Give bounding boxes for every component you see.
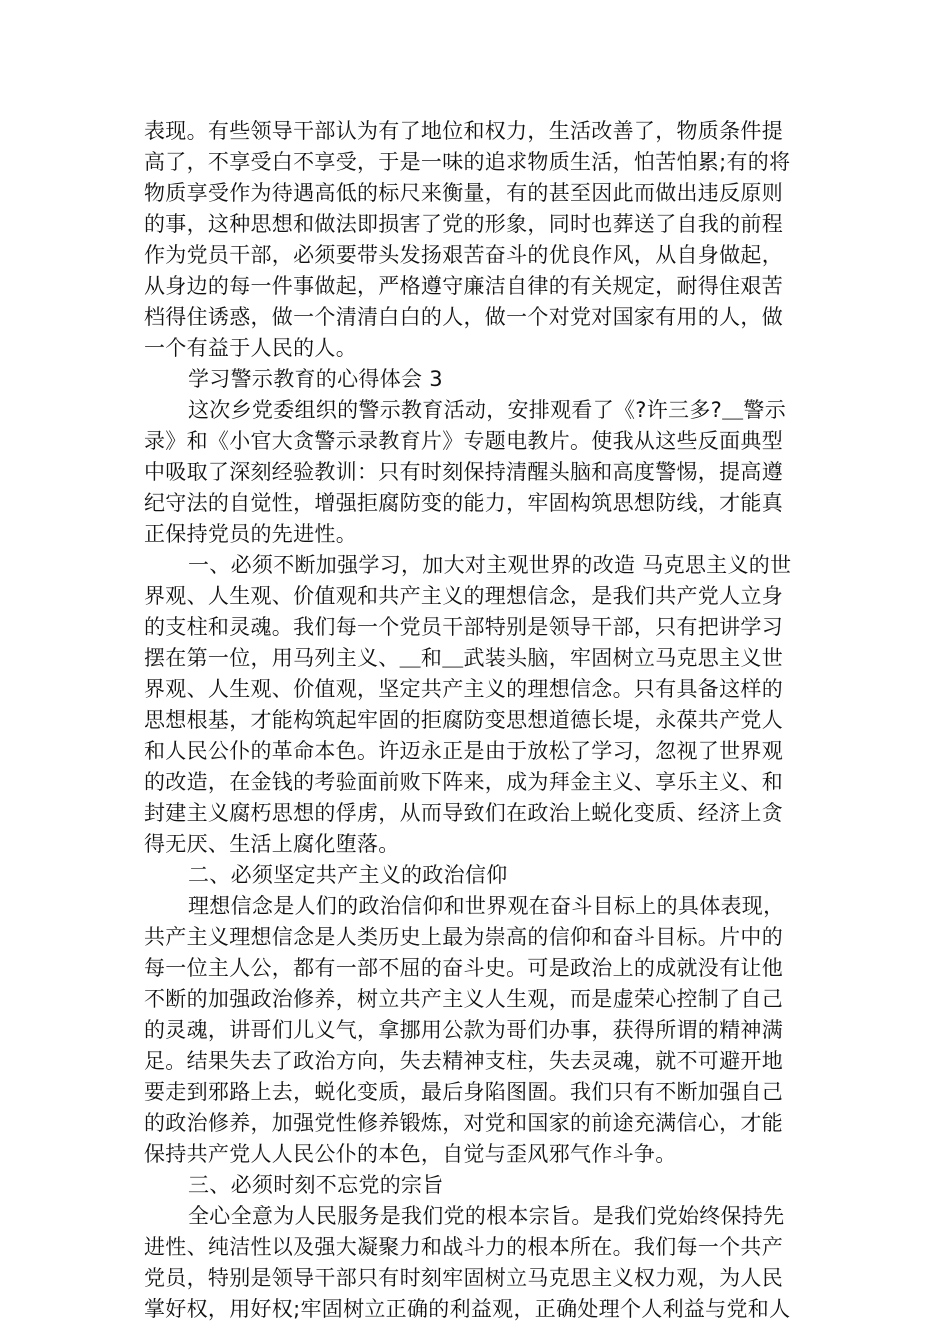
text-line: 党员，特别是领导干部只有时刻牢固树立马克思主义权力观，为人民 (144, 1266, 783, 1290)
text-line: 档得住诱惑，做一个清清白白的人，做一个对党对国家有用的人，做 (144, 305, 783, 329)
text-line: 每一位主人公，都有一部不屈的奋斗史。可是政治上的成就没有让他 (144, 956, 783, 980)
text-line: 界观、人生观、价值观和共产主义的理想信念，是我们共产党人立身 (144, 584, 783, 608)
text-line: 学习警示教育的心得体会 3 (188, 367, 443, 391)
text-line: 不断的加强政治修养，树立共产主义人生观，而是虚荣心控制了自己 (144, 987, 783, 1011)
text-line: 表现。有些领导干部认为有了地位和权力，生活改善了，物质条件提 (144, 119, 783, 143)
text-line: 二、必须坚定共产主义的政治信仰 (188, 863, 508, 887)
text-line: 物质享受作为待遇高低的标尺来衡量，有的甚至因此而做出违反原则 (144, 181, 783, 205)
text-line: 作为党员干部，必须要带头发扬艰苦奋斗的优良作风，从自身做起， (144, 243, 783, 267)
text-line: 和人民公仆的革命本色。许迈永正是由于放松了学习，忽视了世界观 (144, 739, 783, 763)
text-line: 纪守法的自觉性，增强拒腐防变的能力，牢固构筑思想防线，才能真 (144, 491, 783, 515)
text-line: 界观、人生观、价值观，坚定共产主义的理想信念。只有具备这样的 (144, 677, 783, 701)
text-line: 思想根基，才能构筑起牢固的拒腐防变思想道德长堤，永葆共产党人 (144, 708, 783, 732)
text-line: 足。结果失去了政治方向，失去精神支柱，失去灵魂，就不可避开地 (144, 1049, 783, 1073)
text-line: 封建主义腐朽思想的俘虏，从而导致们在政治上蜕化变质、经济上贪 (144, 801, 783, 825)
text-line: 掌好权，用好权;牢固树立正确的利益观，正确处理个人利益与党和人 (144, 1297, 791, 1321)
text-line: 理想信念是人们的政治信仰和世界观在奋斗目标上的具体表现， (188, 894, 785, 918)
text-line: 高了，不享受白不享受，于是一味的追求物质生活，怕苦怕累;有的将 (144, 150, 791, 174)
text-line: 三、必须时刻不忘党的宗旨 (188, 1173, 444, 1197)
text-line: 从身边的每一件事做起，严格遵守廉洁自律的有关规定，耐得住艰苦 (144, 274, 783, 298)
text-line: 全心全意为人民服务是我们党的根本宗旨。是我们党始终保持先 (188, 1204, 785, 1228)
text-line: 的改造，在金钱的考验面前败下阵来，成为拜金主义、享乐主义、和 (144, 770, 783, 794)
text-line: 正保持党员的先进性。 (144, 522, 357, 546)
text-line: 的事，这种思想和做法即损害了党的形象，同时也葬送了自我的前程 (144, 212, 783, 236)
text-line: 进性、纯洁性以及强大凝聚力和战斗力的根本所在。我们每一个共产 (144, 1235, 783, 1259)
text-line: 共产主义理想信念是人类历史上最为崇高的信仰和奋斗目标。片中的 (144, 925, 783, 949)
text-line: 中吸取了深刻经验教训：只有时刻保持清醒头脑和高度警惕，提高遵 (144, 460, 783, 484)
document-page (144, 116, 812, 1325)
text-line: 的灵魂，讲哥们儿义气，拿挪用公款为哥们办事，获得所谓的精神满 (144, 1018, 783, 1042)
text-line: 一、必须不断加强学习，加大对主观世界的改造 马克思主义的世 (188, 553, 792, 577)
text-line: 得无厌、生活上腐化堕落。 (144, 832, 400, 856)
text-line: 一个有益于人民的人。 (144, 336, 357, 360)
text-line: 保持共产党人人民公仆的本色，自觉与歪风邪气作斗争。 (144, 1142, 677, 1166)
text-line: 的支柱和灵魂。我们每一个党员干部特别是领导干部，只有把讲学习 (144, 615, 783, 639)
text-line: 录》和《小官大贪警示录教育片》专题电教片。使我从这些反面典型 (144, 429, 783, 453)
text-line: 要走到邪路上去，蜕化变质，最后身陷图圄。我们只有不断加强自己 (144, 1080, 783, 1104)
text-line: 摆在第一位，用马列主义、＿和＿武装头脑，牢固树立马克思主义世 (144, 646, 783, 670)
text-line: 这次乡党委组织的警示教育活动，安排观看了《?许三多?＿警示 (188, 398, 786, 422)
text-line: 的政治修养，加强党性修养锻炼，对党和国家的前途充满信心，才能 (144, 1111, 783, 1135)
